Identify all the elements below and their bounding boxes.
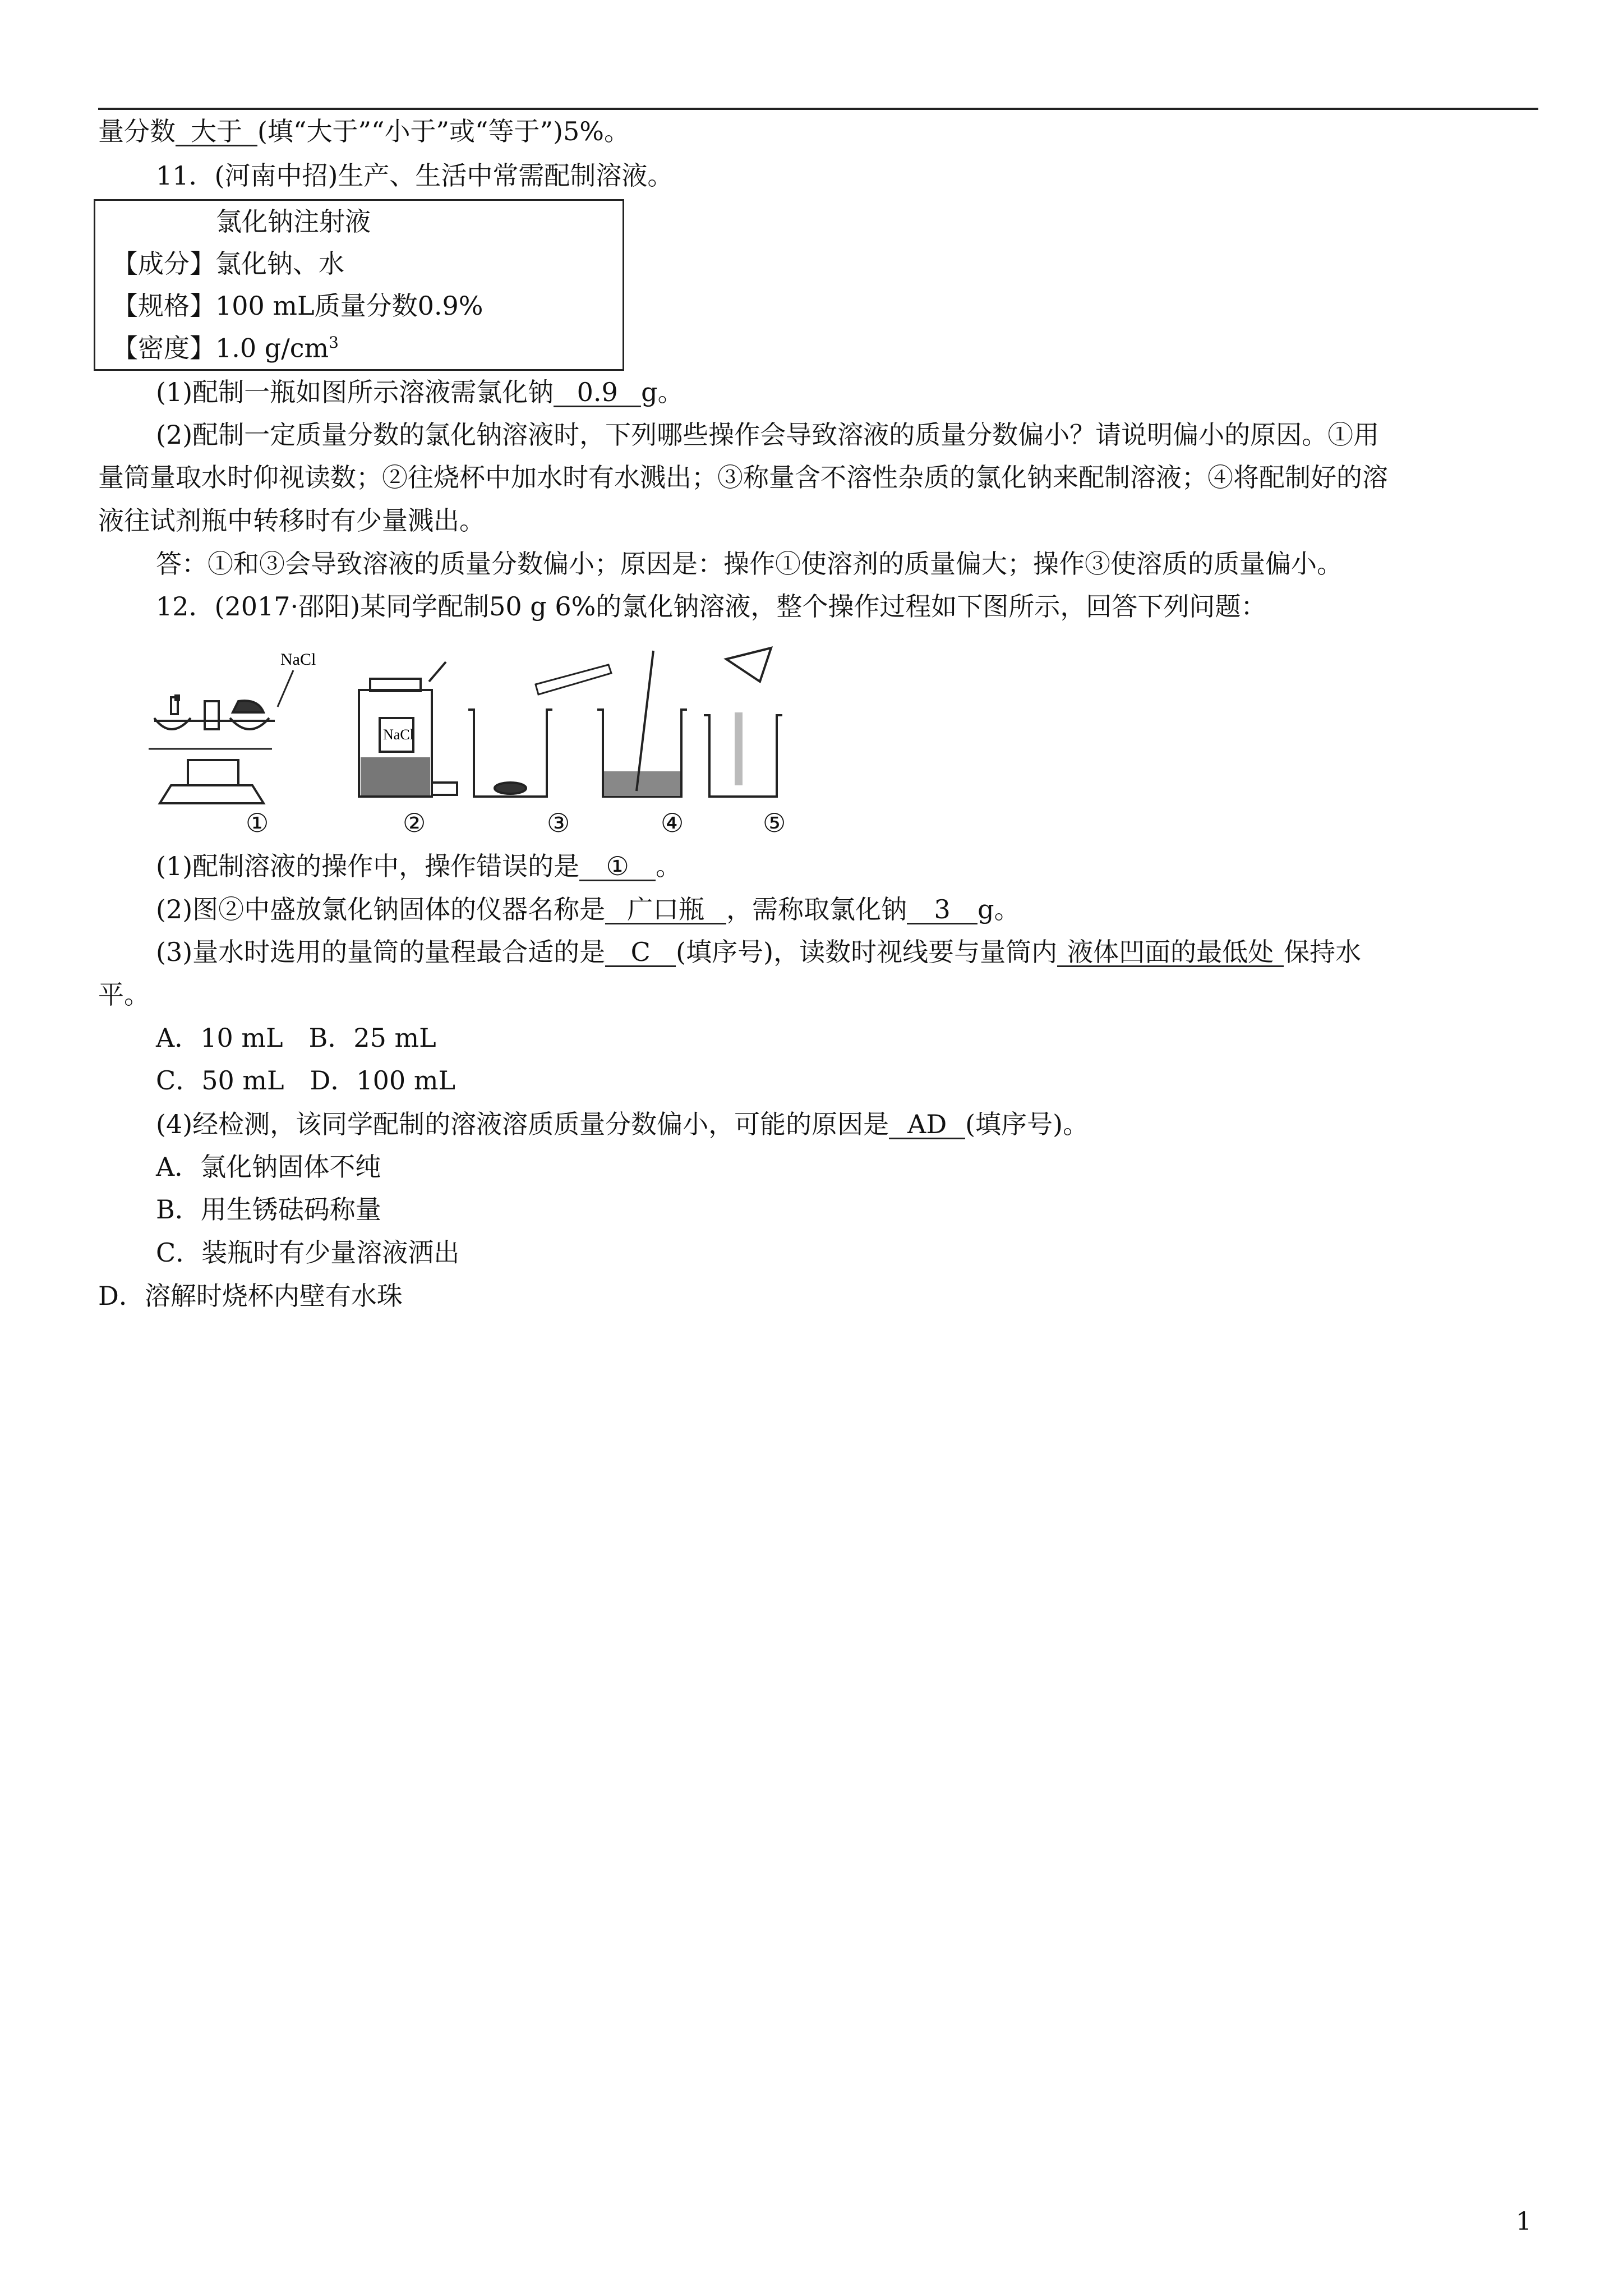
answer-blank: ① [579, 853, 656, 881]
q11-p2-line1: (2)配制一定质量分数的氯化钠溶液时，下列哪些操作会导致溶液的质量分数偏小？请说明偏小的原因。①用 [156, 420, 1380, 450]
page-number: 1 [1516, 2207, 1532, 2236]
solution-preparation-figure [149, 645, 836, 833]
answer-blank: 大于 [176, 118, 257, 146]
q11-title: 11．(河南中招)生产、生活中常需配制溶液。 [156, 160, 674, 191]
text: 量分数 [98, 116, 176, 146]
beaker-5 [704, 648, 782, 797]
q12-option-d: D．溶解时烧杯内壁有水珠 [98, 1281, 403, 1311]
figure-number-2: ② [403, 808, 426, 838]
q12-p3 [156, 938, 1361, 967]
text: (2)图②中盛放氯化钠固体的仪器名称是 [156, 894, 606, 924]
text: (1)配制溶液的操作中，操作错误的是 [156, 851, 580, 881]
text: (1)配制一瓶如图所示溶液需氯化钠 [156, 377, 554, 407]
top-rule [98, 108, 1538, 110]
text: 。 [656, 851, 682, 881]
answer-blank: 广口瓶 [605, 896, 726, 924]
q12-p3-cont: 平。 [98, 979, 150, 1010]
answer-blank: 3 [907, 896, 978, 924]
answer-blank: 液体凹面的最低处 [1057, 938, 1284, 967]
text: (填序号)。 [965, 1109, 1089, 1139]
q12-p4 [156, 1111, 1089, 1139]
measuring-cylinder [536, 665, 611, 694]
q11-answer: 答：①和③会导致溶液的质量分数偏小；原因是：操作①使溶剂的质量偏大；操作③使溶质的质量偏小。 [156, 549, 1343, 579]
answer-blank: 0.9 [554, 379, 641, 407]
q11-p2-line2: 量筒量取水时仰视读数；②往烧杯中加水时有水溅出；③称量含不溶性杂质的氯化钠来配制溶液；④将配制好的溶 [98, 462, 1388, 493]
text: (填序号)，读数时视线要与量筒内 [676, 937, 1058, 967]
q12-p2 [156, 896, 1020, 924]
q12-option-c: C．装瓶时有少量溶液洒出 [156, 1237, 460, 1268]
q12-p3-options-ab: A．10 mL B．25 mL [156, 1023, 436, 1053]
text: (填“大于”“小于”或“等于”)5%。 [257, 116, 630, 146]
q11-p1 [156, 379, 684, 407]
q12-option-a: A．氯化钠固体不纯 [156, 1152, 381, 1182]
text: (4)经检测，该同学配制的溶液溶质质量分数偏小，可能的原因是 [156, 1109, 889, 1139]
bottle-label: NaCl [383, 726, 414, 743]
figure-number-3: ③ [547, 808, 570, 838]
beaker-3 [468, 710, 552, 797]
nacl-label: NaCl [280, 650, 316, 669]
text: g。 [978, 894, 1020, 924]
text: 保持水 [1284, 937, 1362, 967]
continued-line [98, 118, 630, 146]
label-spec: 【规格】100 mL质量分数0.9% [112, 291, 483, 321]
figure-number-5: ⑤ [763, 808, 786, 838]
q12-p3-options-cd: C．50 mL D．100 mL [156, 1065, 455, 1096]
answer-blank: AD [889, 1111, 965, 1139]
text: (3)量水时选用的量筒的量程最合适的是 [156, 937, 606, 967]
label-heading: 氯化钠注射液 [216, 206, 371, 237]
label-component: 【成分】氯化钠、水 [112, 249, 344, 279]
q12-option-b: B．用生锈砝码称量 [156, 1194, 381, 1225]
q11-p2-line3: 液往试剂瓶中转移时有少量溅出。 [98, 505, 485, 536]
text: ，需称取氯化钠 [726, 894, 907, 924]
density-text: 【密度】1.0 g/cm [112, 333, 329, 364]
density-sup: 3 [329, 333, 339, 352]
text: g。 [641, 377, 684, 407]
q12-title: 12．(2017·邵阳)某同学配制50 g 6%的氯化钠溶液，整个操作过程如下图所示，回答下列问题： [156, 591, 1267, 622]
label-density [112, 333, 339, 364]
figure-number-1: ① [246, 808, 269, 838]
stopper [432, 783, 457, 795]
answer-blank: C [605, 938, 676, 967]
balance-scale [149, 696, 275, 803]
q12-p1 [156, 853, 681, 881]
figure-number-4: ④ [661, 808, 684, 838]
